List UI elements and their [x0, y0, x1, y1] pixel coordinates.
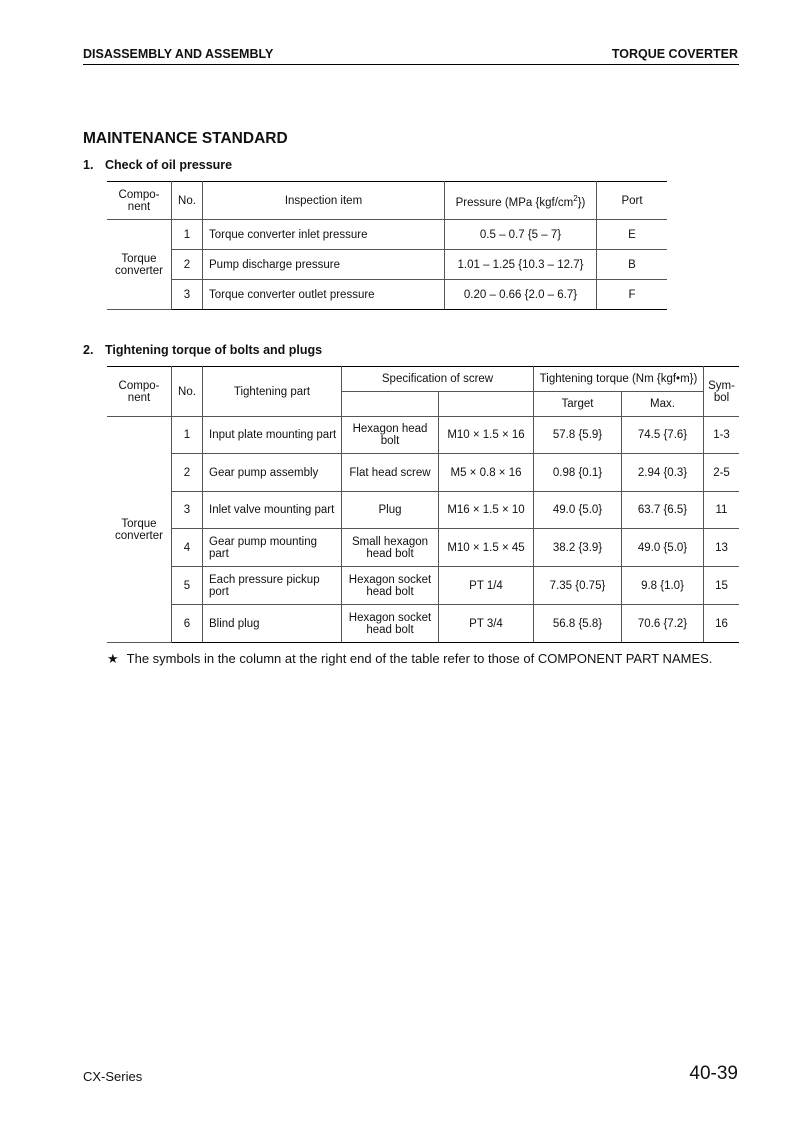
table-row	[107, 454, 739, 492]
tightening-part-cell: Blind plug	[203, 605, 342, 643]
star-icon: ★	[107, 651, 119, 666]
no-cell: 3	[172, 492, 203, 529]
screw-size-cell: PT 3/4	[439, 605, 534, 643]
column-header-no: No.	[172, 367, 203, 417]
target-torque-cell: 56.8 {5.8}	[534, 605, 622, 643]
port-cell: F	[597, 280, 668, 310]
symbol-cell: 16	[704, 605, 740, 643]
column-header-max: Max.	[622, 392, 704, 417]
table-row	[107, 567, 739, 605]
column-header-inspection-item: Inspection item	[203, 182, 445, 220]
table-row	[107, 250, 667, 280]
max-torque-cell: 49.0 {5.0}	[622, 529, 704, 567]
max-torque-cell: 74.5 {7.6}	[622, 417, 704, 454]
target-torque-cell: 38.2 {3.9}	[534, 529, 622, 567]
table-row	[107, 280, 667, 310]
symbol-cell: 1-3	[704, 417, 740, 454]
screw-type-cell: Hexagon socket head bolt	[342, 567, 439, 605]
inspection-item-cell: Torque converter inlet pressure	[203, 220, 445, 250]
symbol-cell: 13	[704, 529, 740, 567]
column-header-port: Port	[597, 182, 668, 220]
screw-size-cell: M5 × 0.8 × 16	[439, 454, 534, 492]
section-title: Check of oil pressure	[105, 158, 233, 172]
pressure-cell: 0.5 – 0.7 {5 – 7}	[445, 220, 597, 250]
column-header-tightening-part: Tightening part	[203, 367, 342, 417]
tightening-torque-table	[107, 366, 739, 643]
footer-series: CX-Series	[83, 1069, 143, 1084]
tightening-part-cell: Gear pump mounting part	[203, 529, 342, 567]
running-header-topic: TORQUE COVERTER	[611, 47, 738, 61]
max-torque-cell: 9.8 {1.0}	[622, 567, 704, 605]
tightening-part-cell: Gear pump assembly	[203, 454, 342, 492]
section-heading-oil-pressure	[83, 158, 232, 172]
target-torque-cell: 7.35 {0.75}	[534, 567, 622, 605]
screw-type-cell: Hexagon socket head bolt	[342, 605, 439, 643]
page-title: MAINTENANCE STANDARD	[83, 130, 288, 147]
screw-type-cell: Hexagon head bolt	[342, 417, 439, 454]
column-header-component: Compo- nent	[107, 367, 172, 417]
oil-pressure-table	[107, 181, 667, 310]
no-cell: 6	[172, 605, 203, 643]
symbol-cell: 15	[704, 567, 740, 605]
port-cell: B	[597, 250, 668, 280]
no-cell: 1	[172, 417, 203, 454]
screw-size-cell: PT 1/4	[439, 567, 534, 605]
page-number: 40-39	[689, 1063, 738, 1084]
no-cell: 2	[172, 250, 203, 280]
column-header-tightening-torque: Tightening torque (Nm {kgf•m})	[534, 367, 704, 392]
table-row	[107, 605, 739, 643]
pressure-cell: 1.01 – 1.25 {10.3 – 12.7}	[445, 250, 597, 280]
target-torque-cell: 0.98 {0.1}	[534, 454, 622, 492]
symbol-cell: 2-5	[704, 454, 740, 492]
component-cell: Torque converter	[107, 220, 172, 310]
section-heading-tightening-torque	[83, 343, 322, 357]
symbols-note	[107, 651, 712, 667]
table-row	[107, 417, 739, 454]
screw-size-cell: M16 × 1.5 × 10	[439, 492, 534, 529]
screw-type-cell: Plug	[342, 492, 439, 529]
screw-size-cell: M10 × 1.5 × 45	[439, 529, 534, 567]
screw-type-cell: Flat head screw	[342, 454, 439, 492]
no-cell: 5	[172, 567, 203, 605]
table-row	[107, 529, 739, 567]
header-rule	[83, 64, 739, 65]
no-cell: 3	[172, 280, 203, 310]
table-header-row	[107, 367, 739, 392]
column-header-specification: Specification of screw	[342, 367, 534, 392]
tightening-part-cell: Input plate mounting part	[203, 417, 342, 454]
column-header-pressure: Pressure (MPa $\{kgf/cm^2\}$)	[445, 182, 597, 220]
target-torque-cell: 57.8 {5.9}	[534, 417, 622, 454]
section-number: 1.	[83, 158, 94, 172]
running-header-section: DISASSEMBLY AND ASSEMBLY	[83, 47, 274, 61]
max-torque-cell: 2.94 {0.3}	[622, 454, 704, 492]
target-torque-cell: 49.0 {5.0}	[534, 492, 622, 529]
no-cell: 1	[172, 220, 203, 250]
table-header-row	[107, 182, 667, 220]
max-torque-cell: 63.7 {6.5}	[622, 492, 704, 529]
column-header-symbol: Sym- bol	[704, 367, 740, 417]
tightening-part-cell: Each pressure pickup port	[203, 567, 342, 605]
note-text: The symbols in the column at the right end of the table refer to those of COMPONENT PART NAMES.	[126, 651, 713, 666]
no-cell: 2	[172, 454, 203, 492]
pressure-cell: 0.20 – 0.66 {2.0 – 6.7}	[445, 280, 597, 310]
max-torque-cell: 70.6 {7.2}	[622, 605, 704, 643]
section-title: Tightening torque of bolts and plugs	[105, 343, 323, 357]
no-cell: 4	[172, 529, 203, 567]
inspection-item-cell: Torque converter outlet pressure	[203, 280, 445, 310]
port-cell: E	[597, 220, 668, 250]
tightening-part-cell: Inlet valve mounting part	[203, 492, 342, 529]
table-row	[107, 220, 667, 250]
symbol-cell: 11	[704, 492, 740, 529]
table-row	[107, 492, 739, 529]
screw-type-cell: Small hexagon head bolt	[342, 529, 439, 567]
screw-size-cell: M10 × 1.5 × 16	[439, 417, 534, 454]
column-header-target: Target	[534, 392, 622, 417]
column-header-component: Compo- nent	[107, 182, 172, 220]
component-cell: Torque converter	[107, 417, 172, 643]
section-number: 2.	[83, 343, 94, 357]
inspection-item-cell: Pump discharge pressure	[203, 250, 445, 280]
column-header-no: No.	[172, 182, 203, 220]
